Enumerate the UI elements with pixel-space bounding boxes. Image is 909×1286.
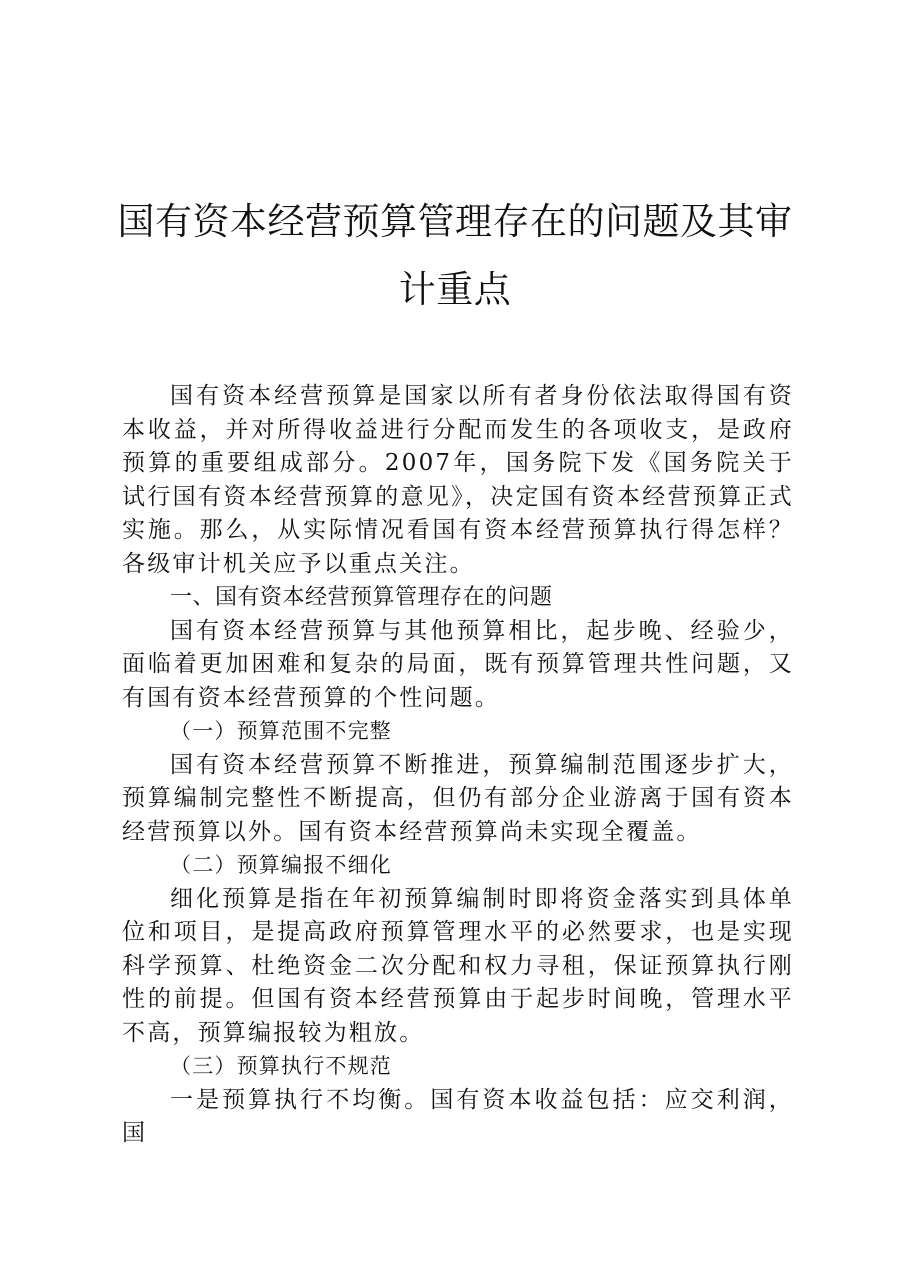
subsection-1-paragraph: 国有资本经营预算不断推进，预算编制范围逐步扩大，预算编制完整性不断提高，但仍有部分企业游离于国有资本经营预算以外。国有资本经营预算尚未实现全覆盖。: [122, 751, 794, 845]
section-1-paragraph: 国有资本经营预算与其他预算相比，起步晚、经验少，面临着更加困难和复杂的局面，既有预算管理共性问题，又有国有资本经营预算的个性问题。: [122, 617, 794, 711]
subsection-heading-1: （一）预算范围不完整: [170, 719, 392, 743]
intro-paragraph: 国有资本经营预算是国家以所有者身份依法取得国有资本收益，并对所得收益进行分配而发生的各项收支，是政府预算的重要组成部分。2007年，国务院下发《国务院关于试行国有资本经营预算的意见》，决定国有资本经营预算正式实施。那么，从实际情况看国有资本经营预算执行得怎样？各级审计机关应予以重点关注。: [122, 383, 794, 577]
section-heading-1: 一、国有资本经营预算管理存在的问题: [170, 585, 553, 610]
subsection-3-paragraph: 一是预算执行不均衡。国有资本收益包括：应交利润，国: [122, 1086, 794, 1146]
document-body: [122, 380, 794, 1151]
document-title: 国有资本经营预算管理存在的问题及其审计重点: [117, 200, 793, 311]
subsection-heading-3: （三）预算执行不规范: [170, 1054, 392, 1078]
subsection-2-paragraph: 细化预算是指在年初预算编制时即将资金落实到具体单位和项目，是提高政府预算管理水平的必然要求，也是实现科学预算、杜绝资金二次分配和权力寻租，保证预算执行刚性的前提。但国有资本经营预算由于起步时间晚，管理水平不高，预算编报较为粗放。: [122, 885, 794, 1046]
subsection-heading-2: （二）预算编报不细化: [170, 853, 392, 877]
